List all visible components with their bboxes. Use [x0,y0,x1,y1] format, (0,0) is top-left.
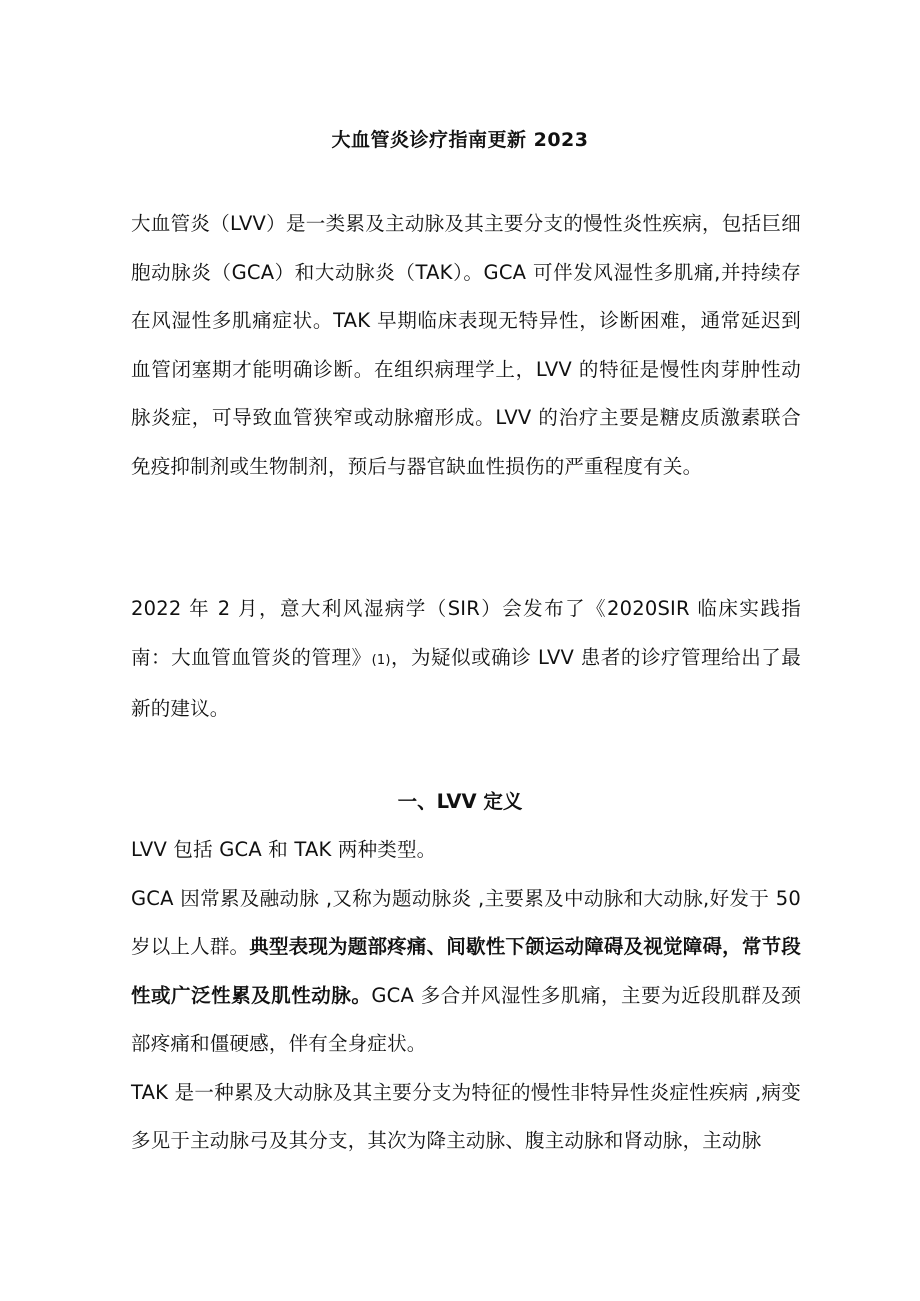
definition-line: LVV 包括 GCA 和 TAK 两种类型。 [131,838,437,861]
gca-text-end: GCA 多合并风湿性多肌痛，主要为近段肌群及颈部疼痛和僵硬感，伴有全身症状。 [131,983,801,1055]
tak-paragraph: TAK 是一种累及大动脉及其主要分支为特征的慢性非特异性炎症性疾病 ,病变多见于主动脉弓及其分支，其次为降主动脉、腹主动脉和肾动脉，主动脉 [131,1080,801,1152]
intro-paragraph-block [131,200,801,491]
section-heading-lvv-definition: 一、LVV 定义 [397,790,523,813]
guideline-news-text-end: ，为疑似或确诊 LVV 患者的诊疗管理给出了最新的建议。 [131,645,801,720]
intro-paragraph: 大血管炎（LVV）是一类累及主动脉及其主要分支的慢性炎性疾病，包括巨细胞动脉炎（GCA）和大动脉炎（TAK）。GCA 可伴发风湿性多肌痛,并持续存在风湿性多肌痛症状。TAK 早期临床表现无特异性，诊断困难，通常延迟到血管闭塞期才能明确诊断。在组织病理学上，LVV 的特征是慢性肉芽肿性动脉炎症，可导致血管狭窄或动脉瘤形成。LVV 的治疗主要是糖皮质激素联合免疫抑制剂或生物制剂，预后与器官缺血性损伤的严重程度有关。 [131,212,801,478]
guideline-news-paragraph [131,585,801,734]
gca-text-start: GCA 因常累及融动脉 ,又称为题动脉炎 ,主要累及中动脉和大动脉,好发于 50 岁以上人群。 [131,886,801,958]
document-title: 大血管炎诊疗指南更新 2023 [331,129,589,151]
reference-marker: (1) [371,652,391,668]
definition-block [131,826,801,1166]
guideline-news-text-start: 2022 年 2 月，意大利风湿病学（SIR）会发布了《2020SIR 临床实践指南：大血管血管炎的管理》 [131,597,801,669]
guideline-news-block [131,585,801,734]
gca-paragraph [131,875,801,1069]
gca-bold-text: 典型表现为题部疼痛、间歇性下颌运动障碍及视觉障碍，常节段性或广泛性累及肌性动脉。 [131,935,801,1007]
